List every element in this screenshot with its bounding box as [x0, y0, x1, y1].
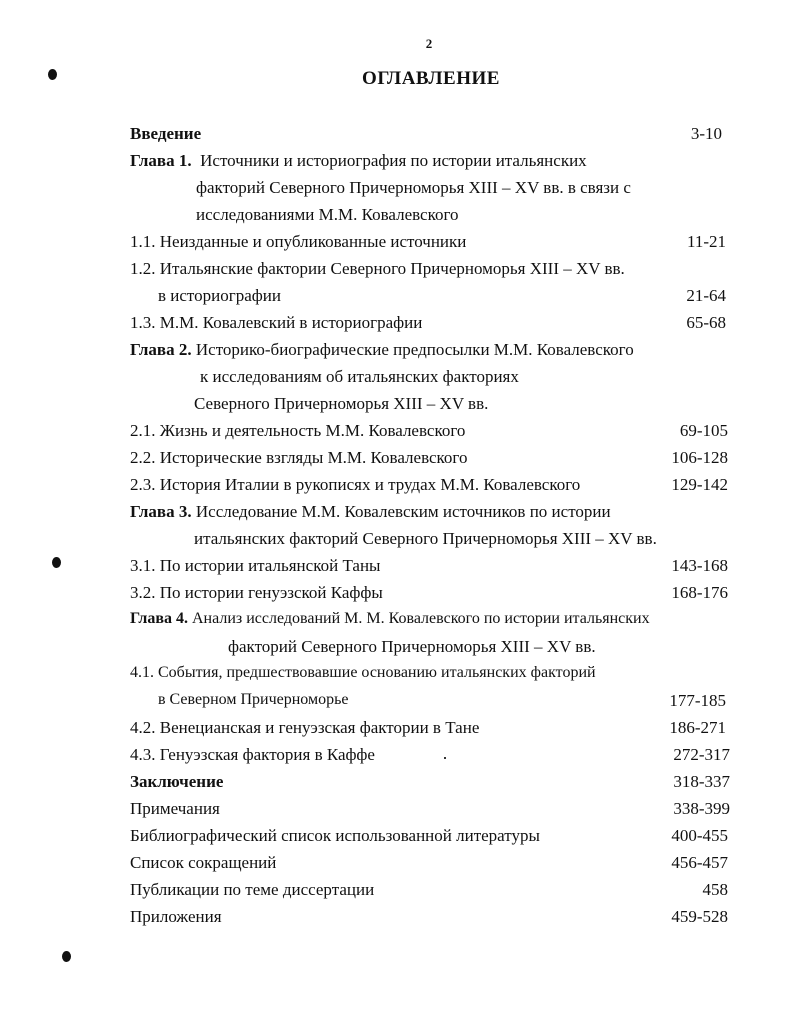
toc-section-1-2-pages: 21-64	[686, 286, 726, 305]
toc-chapter-2-line3: Северного Причерноморья XIII – XV вв.	[194, 394, 489, 413]
toc-section-4-3: 4.3. Генуэзская фактория в Каффе	[130, 745, 375, 764]
toc-notes-pages: 338-399	[673, 799, 730, 818]
toc-section-3-1-pages: 143-168	[671, 556, 728, 575]
toc-section-1-1: 1.1. Неизданные и опубликованные источники	[130, 232, 467, 251]
toc-section-3-1: 3.1. По истории итальянской Таны	[130, 556, 381, 575]
toc-section-3-2: 3.2. По истории генуэзской Каффы	[130, 583, 383, 602]
toc-chapter-4-line2: факторий Северного Причерноморья XIII – XV вв.	[228, 637, 596, 656]
toc-chapter-3-line2: итальянских факторий Северного Причерноморья XIII – XV вв.	[194, 529, 657, 548]
toc-section-1-3-pages: 65-68	[686, 313, 726, 332]
toc-chapter-3: Глава 3. Исследование М.М. Ковалевским источников по истории	[130, 502, 611, 521]
page-title: ОГЛАВЛЕНИЕ	[362, 68, 500, 89]
toc-appendices: Приложения	[130, 907, 222, 926]
toc-section-4-1-line2: в Северном Причерноморье	[158, 691, 349, 708]
toc-section-2-3: 2.3. История Италии в рукописях и трудах М.М. Ковалевского	[130, 475, 581, 494]
toc-section-4-1: 4.1. События, предшествовавшие основанию итальянских факторий	[130, 664, 596, 681]
toc-chapter-1-line2: факторий Северного Причерноморья XIII – XV вв. в связи с	[196, 178, 631, 197]
toc-chapter-4: Глава 4. Анализ исследований М. М. Ковалевского по истории итальянских	[130, 610, 650, 627]
toc-section-4-3-pages: 272-317	[673, 745, 730, 764]
toc-chapter-1-line3: исследованиями М.М. Ковалевского	[196, 205, 459, 224]
toc-section-2-1: 2.1. Жизнь и деятельность М.М. Ковалевского	[130, 421, 466, 440]
toc-chapter-1: Глава 1. Источники и историография по истории итальянских	[130, 151, 587, 170]
toc-intro-pages: 3-10	[690, 124, 722, 143]
toc-abbreviations-pages: 456-457	[671, 853, 728, 872]
toc-conclusion: Заключение	[130, 772, 224, 791]
toc-section-2-2: 2.2. Исторические взгляды М.М. Ковалевского	[130, 448, 468, 467]
punch-hole-bottom	[62, 951, 71, 962]
toc-section-2-1-pages: 69-105	[679, 421, 728, 440]
toc-abbreviations: Список сокращений	[130, 853, 277, 872]
page-number: 2	[425, 36, 433, 51]
toc-bibliography-pages: 400-455	[671, 826, 728, 845]
toc-notes: Примечания	[130, 799, 220, 818]
toc-section-2-3-pages: 129-142	[671, 475, 728, 494]
toc-section-1-1-pages: 11-21	[686, 232, 726, 251]
toc-intro: Введение	[130, 124, 202, 143]
toc-section-2-2-pages: 106-128	[671, 448, 728, 467]
toc-section-1-3: 1.3. М.М. Ковалевский в историографии	[130, 313, 423, 332]
toc-section-4-2-pages: 186-271	[669, 718, 726, 737]
toc-chapter-2-line2: к исследованиям об итальянских факториях	[200, 367, 519, 386]
toc-section-1-2: 1.2. Итальянские фактории Северного Причерноморья XIII – XV вв.	[130, 259, 625, 278]
toc-appendices-pages: 459-528	[671, 907, 728, 926]
toc-section-4-1-pages: 177-185	[669, 691, 726, 710]
toc-publications: Публикации по теме диссертации	[130, 880, 375, 899]
toc-bibliography: Библиографический список использованной литературы	[130, 826, 540, 845]
punch-hole-middle	[52, 557, 61, 568]
toc-section-3-2-pages: 168-176	[671, 583, 728, 602]
toc-section-1-2-line2: в историографии	[158, 286, 281, 305]
toc-conclusion-pages: 318-337	[673, 772, 730, 791]
toc-chapter-2: Глава 2. Историко-биографические предпосылки М.М. Ковалевского	[130, 340, 634, 359]
toc-section-4-2: 4.2. Венецианская и генуэзская фактории в Тане	[130, 718, 480, 737]
speck	[444, 757, 446, 759]
toc-publications-pages: 458	[702, 880, 728, 899]
